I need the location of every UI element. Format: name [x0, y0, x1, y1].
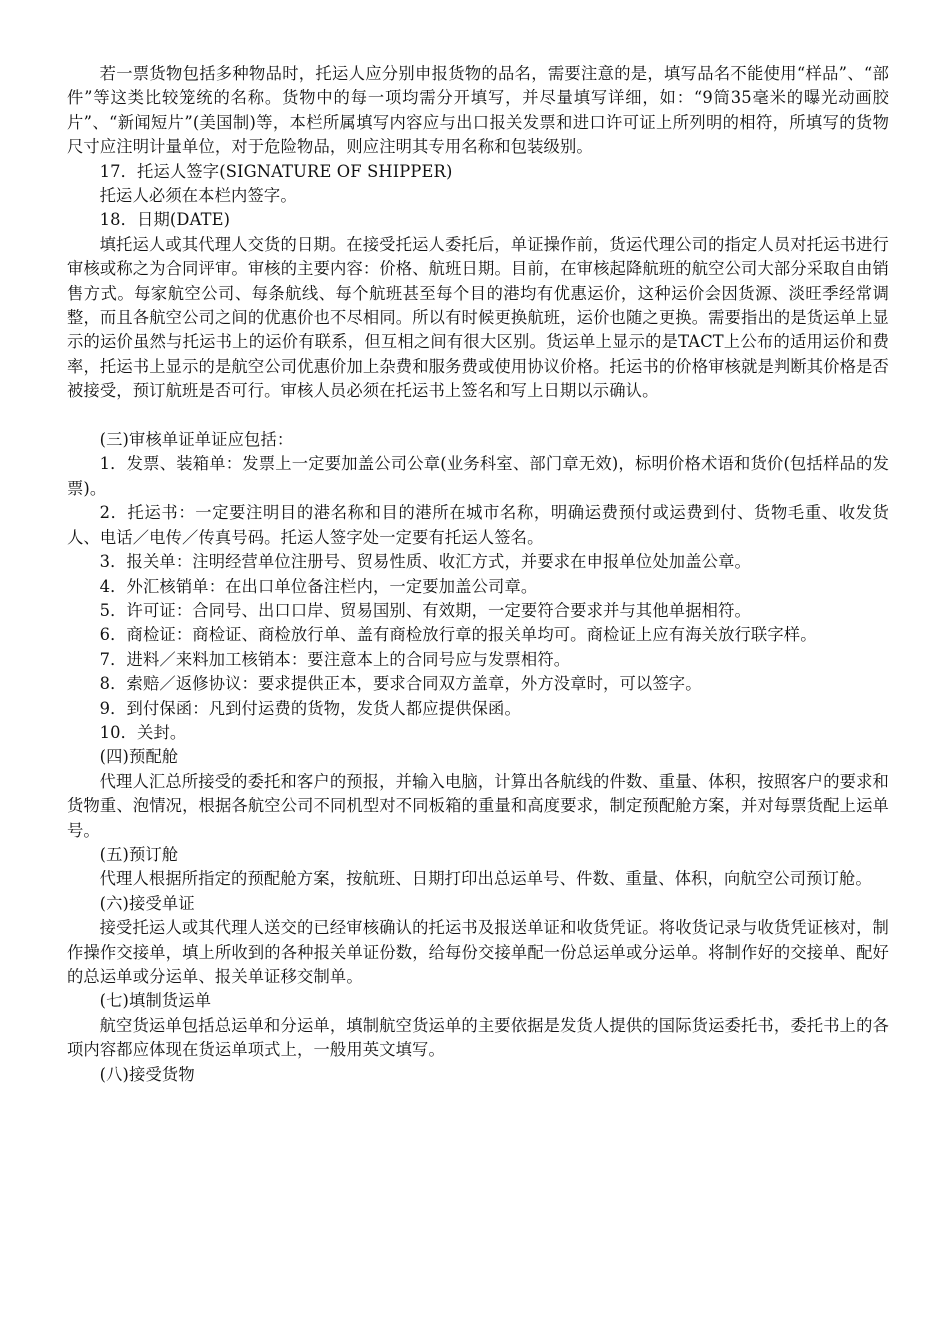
- list-item: 5．许可证：合同号、出口口岸、贸易国别、有效期，一定要符合要求并与其他单据相符。: [99, 600, 751, 620]
- paragraph: 填托运人或其代理人交货的日期。在接受托运人委托后，单证操作前，货运代理公司的指定人员对托运书进行审核或称之为合同评审。审核的主要内容：价格、航班日期。目前，在审核起降航班的航空公司大部分采取自由销售方式。每家航空公司、每条航线、每个航班甚至每个目的港均有优惠运价，这种运价会因货源、淡旺季经常调整，而且各航空公司之间的优惠价也不尽相同。所以有时候更换航班，运价也随之更换。需要指出的是货运单上显示的运价虽然与托运书上的运价有联系，但互相之间有很大区别。货运单上显示的是TACT上公布的适用运价和费率，托运书上显示的是航空公司优惠价加上杂费和服务费或使用协议价格。托运书的价格审核就是判断其价格是否被接受，预订航班是否可行。审核人员必须在托运书上签名和写上日期以示确认。: [67, 234, 889, 401]
- paragraph: 若一票货物包括多种物品时，托运人应分别申报货物的品名，需要注意的是，填写品名不能使用“样品”、“部件”等这类比较笼统的名称。货物中的每一项均需分开填写，并尽量填写详细，如：“9筒35毫米的曝光动画胶片”、“新闻短片”(美国制)等，本栏所属填写内容应与出口报关发票和进口许可证上所列明的相符，所填写的货物尺寸应注明计量单位，对于危险物品，则应注明其专用名称和包装级别。: [67, 64, 889, 157]
- list-item: 6．商检证：商检证、商检放行单、盖有商检放行章的报关单均可。商检证上应有海关放行联字样。: [99, 625, 817, 645]
- paragraph: 代理人汇总所接受的委托和客户的预报，并输入电脑，计算出各航线的件数、重量、体积，按照客户的要求和货物重、泡情况，根据各航空公司不同机型对不同板箱的重量和高度要求，制定预配舱方案，并对每票货配上运单号。: [67, 771, 889, 840]
- list-item: 3．报关单：注明经营单位注册号、贸易性质、收汇方式，并要求在申报单位处加盖公章。: [99, 552, 751, 572]
- section-heading: (七)填制货运单: [99, 991, 212, 1011]
- section-heading: 17．托运人签字(SIGNATURE OF SHIPPER): [99, 161, 453, 181]
- list-item: 4．外汇核销单：在出口单位备注栏内，一定要加盖公司章。: [99, 576, 538, 596]
- paragraph: 航空货运单包括总运单和分运单，填制航空货运单的主要依据是发货人提供的国际货运委托书，委托书上的各项内容都应体现在货运单项式上，一般用英文填写。: [67, 1015, 889, 1060]
- list-item: 2．托运书：一定要注明目的港名称和目的港所在城市名称，明确运费预付或运费到付、货物毛重、收发货人、电话／电传／传真号码。托运人签字处一定要有托运人签名。: [67, 503, 889, 547]
- section-heading: 18．日期(DATE): [99, 210, 231, 230]
- list-item: 10．关封。: [99, 722, 187, 742]
- list-item: 8．索赔／返修协议：要求提供正本，要求合同双方盖章，外方没章时，可以签字。: [99, 674, 702, 694]
- blank-line: [67, 404, 889, 428]
- list-item: 1．发票、装箱单：发票上一定要加盖公司公章(业务科室、部门章无效)，标明价格术语和货价(包括样品的发票)。: [67, 454, 889, 498]
- section-heading: (五)预订舱: [99, 844, 179, 864]
- paragraph: 接受托运人或其代理人送交的已经审核确认的托运书及报送单证和收货凭证。将收货记录与收货凭证核对，制作操作交接单，填上所收到的各种报关单证份数，给每份交接单配一份总运单或分运单。将制作好的交接单、配好的总运单或分运单、报关单证移交制单。: [67, 918, 889, 987]
- list-item: 7．进料／来料加工核销本：要注意本上的合同号应与发票相符。: [99, 649, 571, 669]
- section-heading: (六)接受单证: [99, 893, 195, 913]
- paragraph: 托运人必须在本栏内签字。: [99, 186, 297, 206]
- section-heading: (八)接受货物: [99, 1064, 195, 1084]
- paragraph: 代理人根据所指定的预配舱方案，按航班、日期打印出总运单号、件数、重量、体积，向航空公司预订舱。: [99, 869, 872, 889]
- document-page: [67, 62, 889, 1087]
- section-heading: (三)审核单证单证应包括：: [99, 430, 294, 450]
- section-heading: (四)预配舱: [99, 747, 179, 767]
- list-item: 9．到付保函：凡到付运费的货物，发货人都应提供保函。: [99, 698, 521, 718]
